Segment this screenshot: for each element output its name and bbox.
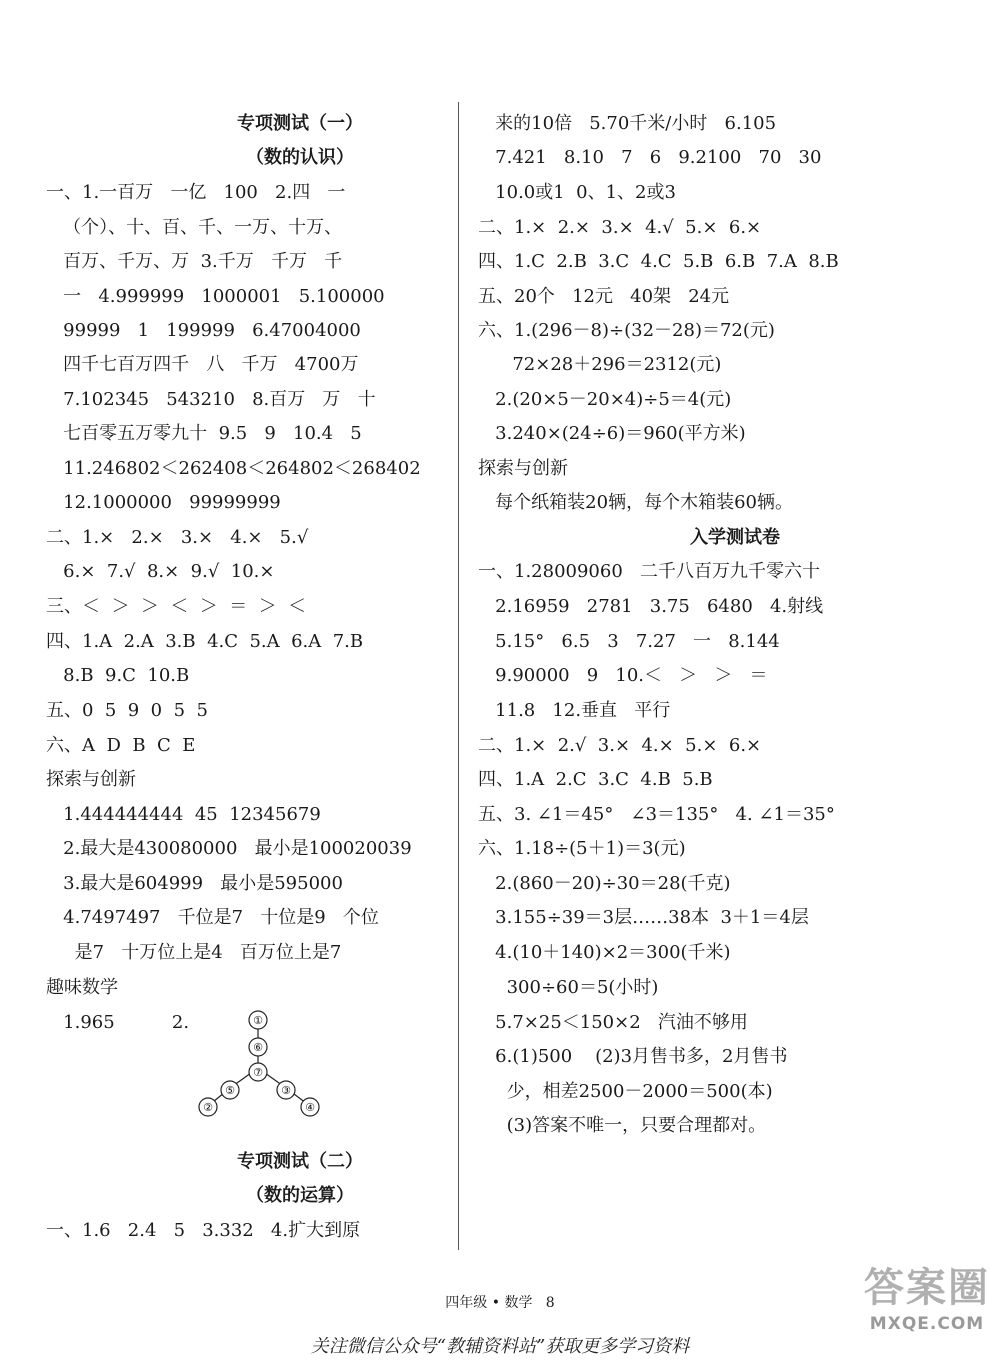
answer-line: 一、1.6 2.4 5 3.332 4.扩大到原 [46,1220,361,1241]
answer-line: 7.421 8.10 7 6 9.2100 70 30 [478,147,822,168]
answer-line: 4.7497497 千位是7 十位是9 个位 [46,907,379,928]
answer-line: 二、1.× 2.√ 3.× 4.× 5.× 6.× [478,735,762,756]
answer-line: 三、＜ ＞ ＞ ＜ ＞ ＝ ＞ ＜ [46,596,307,617]
page-footer: 四年级 • 数学 8 [445,1295,555,1311]
answer-line: 72×28＋296＝2312(元) [478,354,722,375]
answer-line: 六、1.(296－8)÷(32－28)＝72(元) [478,320,775,341]
answer-line: 五、20个 12元 40架 24元 [478,286,730,307]
section-heading-explore: 探索与创新 [478,458,568,479]
diagram-node: ② [203,1101,213,1114]
column-divider [458,102,459,1250]
answer-line: 四千七百万四千 八 千万 4700万 [46,354,359,375]
answer-line: 五、3. ∠1＝45° ∠3＝135° 4. ∠1＝35° [478,804,835,825]
diagram-node: ④ [305,1101,315,1114]
answer-line: 一 4.999999 1000001 5.100000 [46,286,385,307]
section-subtitle-2: （数的运算） [246,1185,354,1206]
section-title-1: 专项测试（一） [237,113,363,134]
answer-line: 4.(10＋140)×2＝300(千米) [478,942,731,963]
answer-line: 1.965 2. [46,1012,190,1033]
promo-note: 关注微信公众号“教辅资料站”获取更多学习资料 [310,1336,690,1357]
answer-line: 一、1.28009060 二千八百万九千零六十 [478,561,820,582]
answer-line: 8.B 9.C 10.B [46,665,190,686]
answer-line: （个）、十、百、千、一万、十万、 [46,217,343,238]
answer-line: 四、1.A 2.A 3.B 4.C 5.A 6.A 7.B [46,631,364,652]
answer-line: 300÷60＝5(小时) [478,977,659,998]
section-title-2: 专项测试（二） [237,1151,363,1172]
answer-line: 11.246802＜262408＜264802＜268402 [46,458,421,479]
answer-line: 11.8 12.垂直 平行 [478,700,671,721]
answer-line: 2.(860－20)÷30＝28(千克) [478,873,731,894]
answer-line: 是7 十万位上是4 百万位上是7 [46,942,342,963]
answer-line: 四、1.C 2.B 3.C 4.C 5.B 6.B 7.A 8.B [478,251,839,272]
section-heading-explore: 探索与创新 [46,769,136,790]
answer-line: 5.15° 6.5 3 7.27 一 8.144 [478,631,780,652]
answer-line: 10.0或1 0、1、2或3 [478,182,676,203]
answer-line: 3.240×(24÷6)＝960(平方米) [478,423,746,444]
watermark-text: 答案圈 [864,1265,990,1311]
section-heading-fun-math: 趣味数学 [46,977,118,998]
answer-line: 3.155÷39＝3层……38本 3＋1＝4层 [478,907,809,928]
answer-line: 99999 1 199999 6.47004000 [46,320,361,341]
answer-line: 二、1.× 2.× 3.× 4.× 5.√ [46,527,309,548]
answer-line: 五、0 5 9 0 5 5 [46,700,208,721]
answer-line: 二、1.× 2.× 3.× 4.√ 5.× 6.× [478,217,762,238]
answer-line: 1.444444444 45 12345679 [46,804,321,825]
answer-line: 七百零五万零九十 9.5 9 10.4 5 [46,423,362,444]
answer-line: 5.7×25＜150×2 汽油不够用 [478,1012,748,1033]
answer-line: 百万、千万、万 3.千万 千万 千 [46,251,343,272]
diagram-node: ⑥ [253,1041,263,1054]
answer-line: 四、1.A 2.C 3.C 4.B 5.B [478,769,713,790]
answer-line: 六、1.18÷(5＋1)＝3(元) [478,838,686,859]
section-title-entrance-test: 入学测试卷 [690,527,780,548]
answer-line: 少，相差2500－2000＝500(本) [478,1081,773,1102]
diagram-node: ⑤ [225,1084,235,1097]
diagram-node: ③ [281,1084,291,1097]
answer-line: 每个纸箱装20辆，每个木箱装60辆。 [478,492,793,513]
answer-line: 2.16959 2781 3.75 6480 4.射线 [478,596,824,617]
answer-line: 来的10倍 5.70千米/小时 6.105 [478,113,777,134]
answer-line: 12.1000000 99999999 [46,492,281,513]
watermark-url: MXQE.COM [869,1314,985,1334]
answer-line: 一、1.一百万 一亿 100 2.四 一 [46,182,346,203]
diagram-node: ⑦ [253,1066,263,1079]
section-subtitle-1: （数的认识） [246,147,354,168]
answer-line: 3.最大是604999 最小是595000 [46,873,343,894]
answer-line: 六、A D B C E [46,735,196,756]
number-tree-diagram [190,1010,330,1129]
answer-line: 6.× 7.√ 8.× 9.√ 10.× [46,561,275,582]
answer-line: 7.102345 543210 8.百万 万 十 [46,389,376,410]
answer-line: (3)答案不唯一，只要合理都对。 [478,1115,767,1136]
answer-line: 9.90000 9 10.＜ ＞ ＞ ＝ [478,665,768,686]
answer-line: 2.最大是430080000 最小是100020039 [46,838,412,859]
watermark-logo [862,1262,992,1362]
answer-line: 2.(20×5－20×4)÷5＝4(元) [478,389,732,410]
diagram-node: ① [253,1014,263,1027]
answer-line: 6.(1)500 (2)3月售书多，2月售书 [478,1046,788,1067]
